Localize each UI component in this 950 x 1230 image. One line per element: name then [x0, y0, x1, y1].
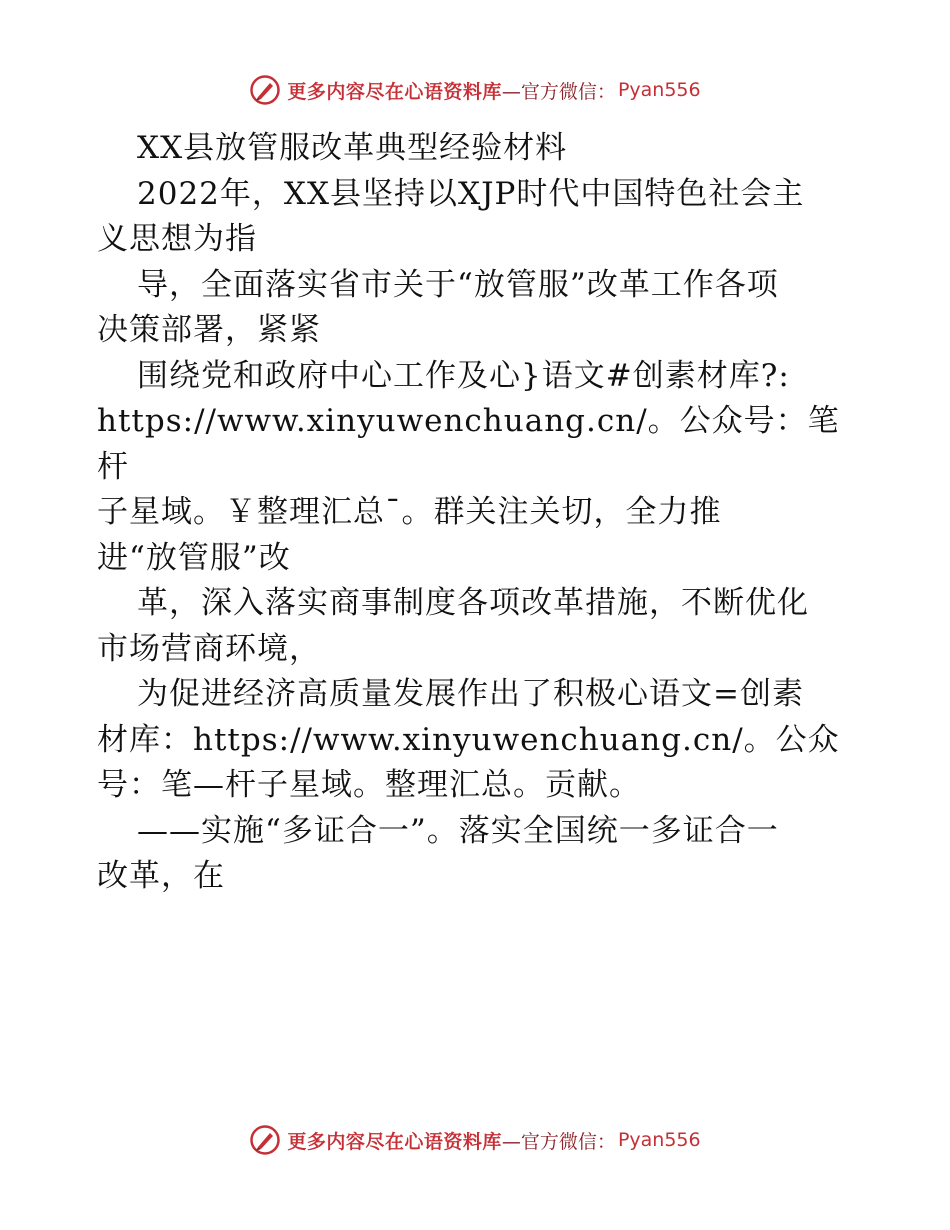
banner-middle: —官方微信：: [501, 1130, 616, 1153]
text-line: 革，深入落实商事制度各项改革措施，不断优化: [137, 585, 809, 621]
text-line: 为促进经济高质量发展作出了积极心语文=创素: [137, 676, 804, 712]
text-line: 子星域。￥整理汇总¯。群关注关切，全力推: [97, 494, 722, 530]
banner-prefix: 更多内容尽在心语资料库: [287, 1130, 502, 1153]
text-line: https://www.xinyuwenchuang.cn/。公众号：笔杆: [97, 403, 840, 485]
text-line: 改革，在: [97, 858, 225, 894]
text-line: 义思想为指: [97, 221, 257, 257]
banner-middle: —官方微信：: [501, 80, 616, 103]
text-line: 进“放管服”改: [97, 539, 291, 576]
document-body: [97, 126, 857, 900]
text-line: ——实施“多证合一”。落实全国统一多证合一: [137, 812, 779, 849]
banner-wechat-id: Pyan556: [617, 1129, 701, 1151]
header-watermark-banner: [0, 74, 950, 106]
text-line: 号：笔—杆子星域。整理汇总。贡献。: [97, 767, 641, 803]
banner-prefix: 更多内容尽在心语资料库: [287, 80, 502, 103]
document-title: XX县放管服改革典型经验材料: [137, 130, 568, 166]
pen-circle-logo-icon: [249, 74, 281, 106]
text-line: 材库：https://www.xinyuwenchuang.cn/。公众: [97, 721, 840, 758]
banner-wechat-id: Pyan556: [617, 79, 701, 101]
text-line: 围绕党和政府中心工作及心}语文#创素材库?:: [137, 357, 790, 394]
footer-watermark-banner: [0, 1124, 950, 1156]
text-line: 导，全面落实省市关于“放管服”改革工作各项: [137, 266, 779, 303]
text-line: 市场营商环境，: [97, 630, 321, 667]
text-line: 决策部署，紧紧: [97, 312, 321, 348]
pen-circle-logo-icon: [249, 1124, 281, 1156]
text-line: 2022年，XX县坚持以XJP时代中国特色社会主: [137, 175, 805, 212]
